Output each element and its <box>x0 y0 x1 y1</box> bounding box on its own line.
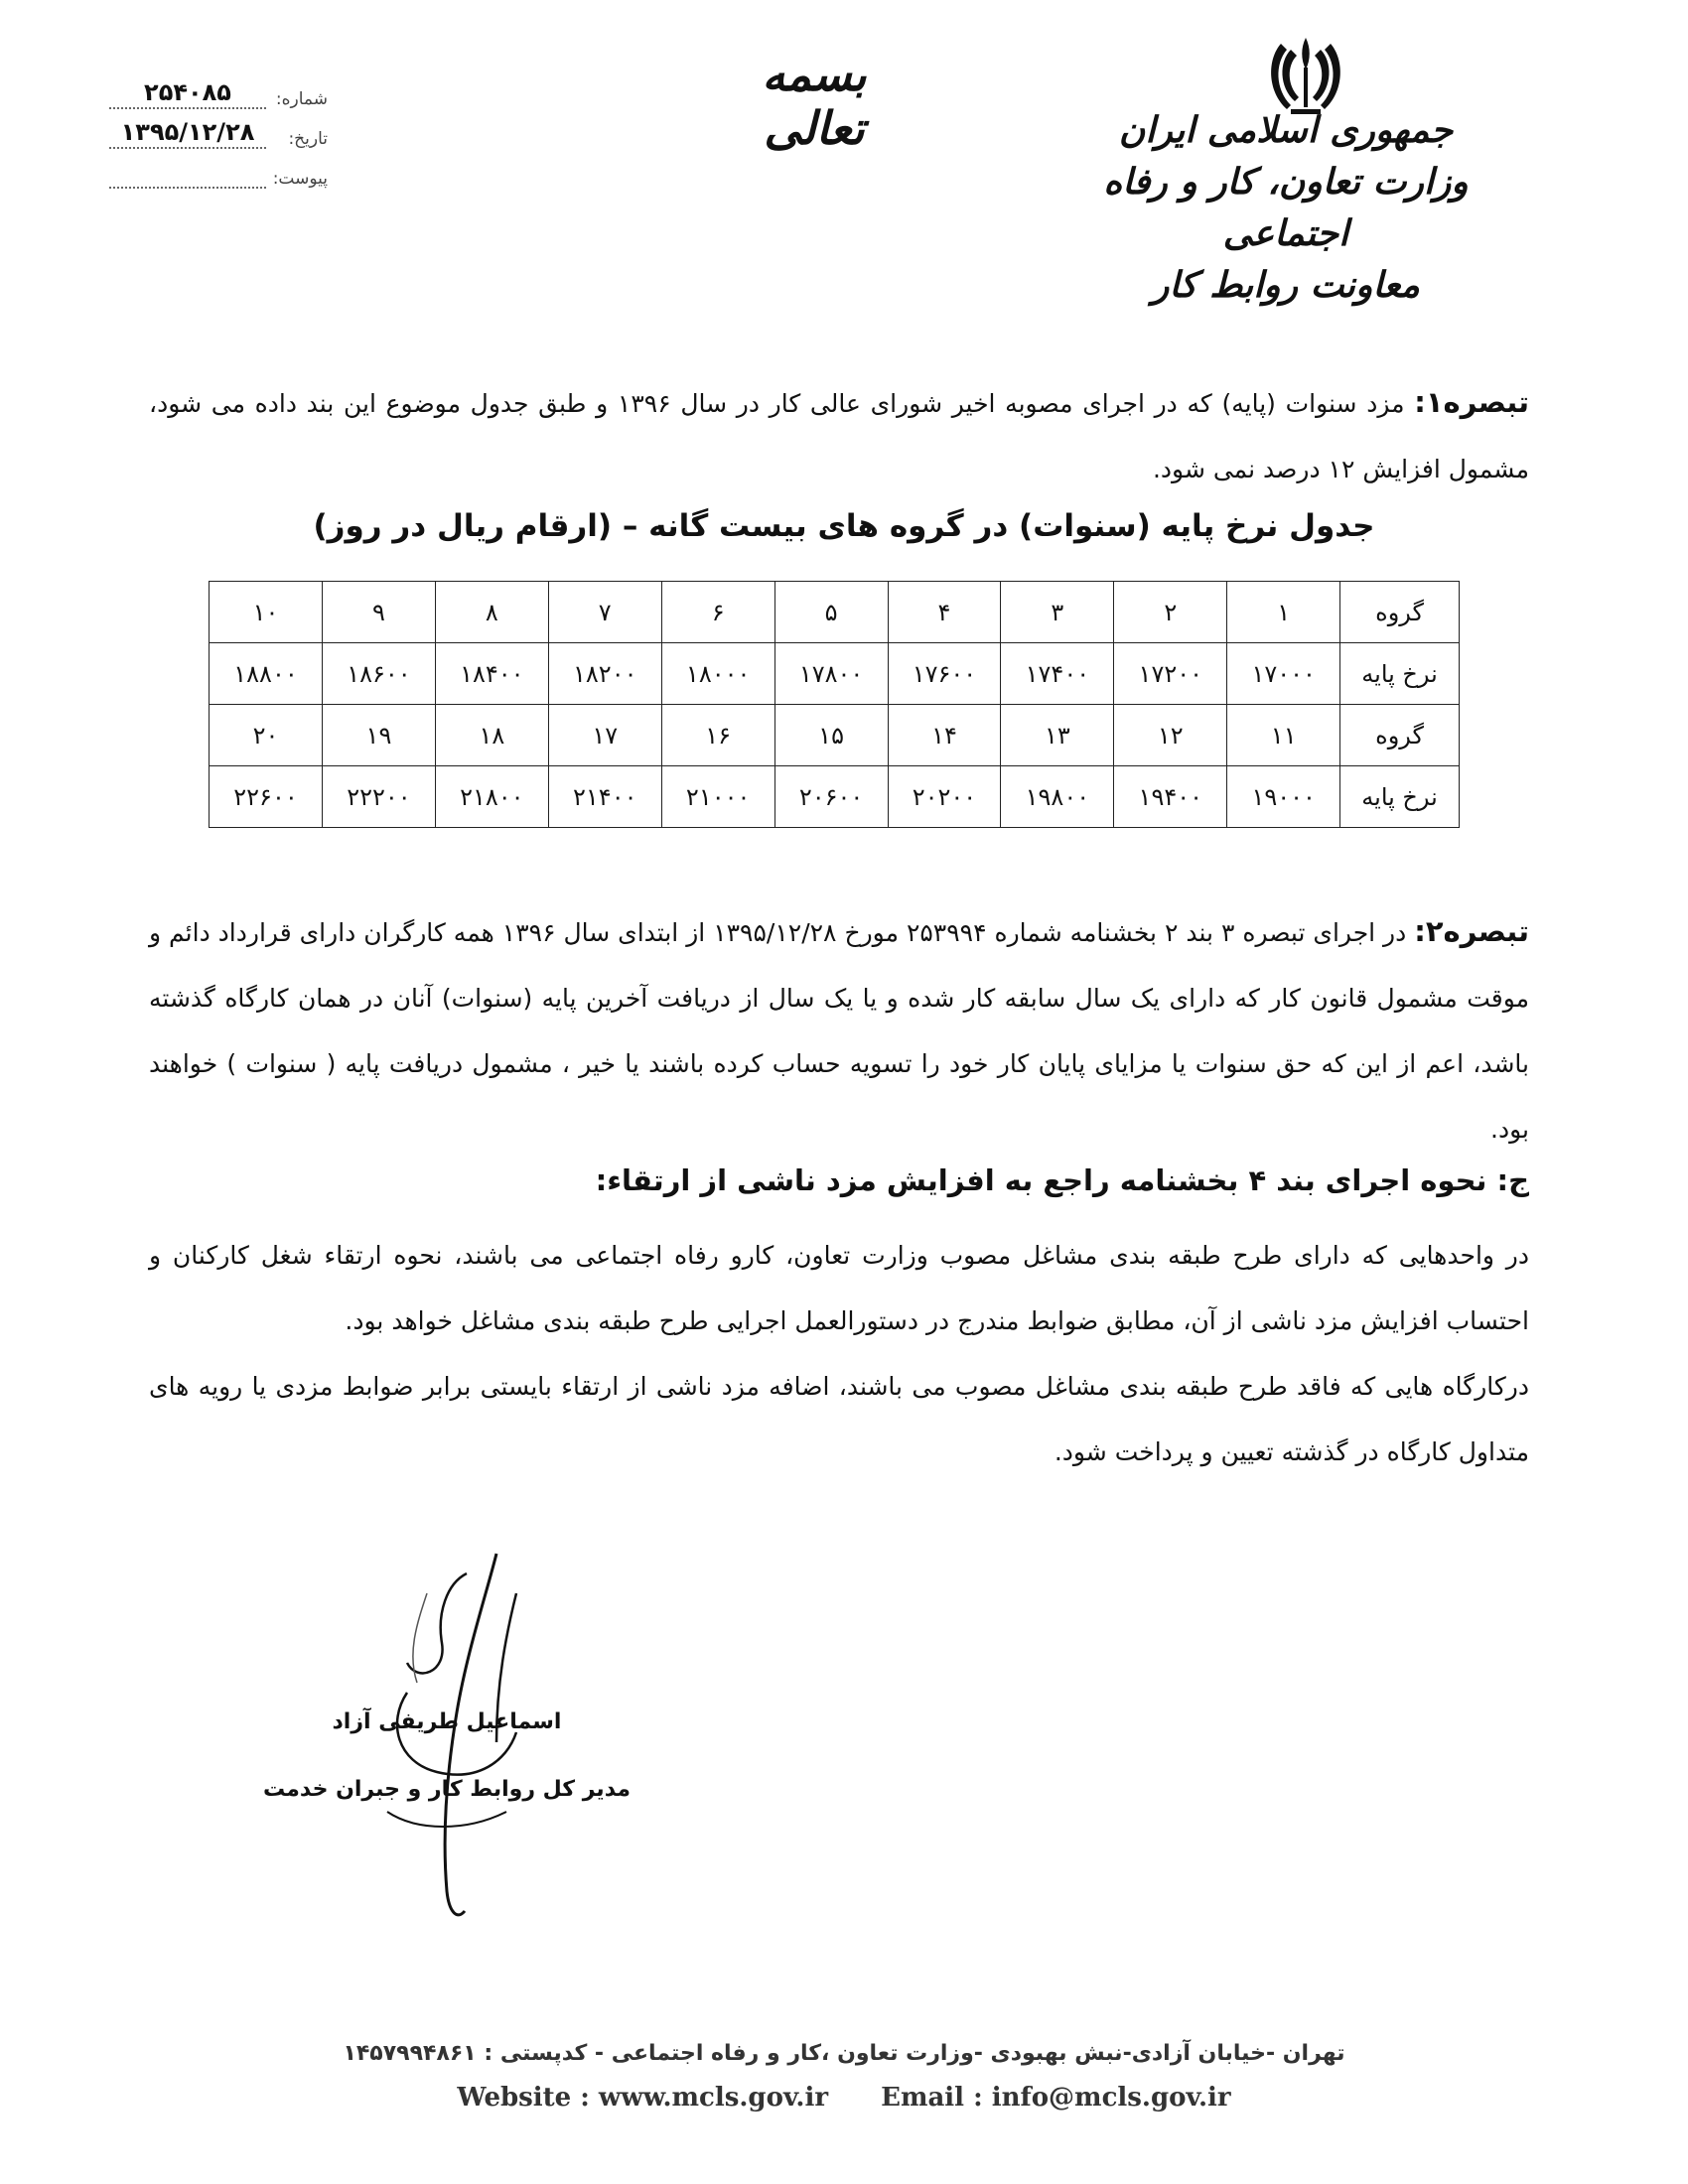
rate-cell: ۱۹۴۰۰ <box>1114 766 1227 828</box>
group-cell: ۲۰ <box>210 705 323 766</box>
note-2-text: در اجرای تبصره ۳ بند ۲ بخشنامه شماره ۲۵۳۹۹۴ مورخ ۱۳۹۵/۱۲/۲۸ از ابتدای سال ۱۳۹۶ همه کارگران دارای قرارداد دائم و موقت مشمول قانون کار که دارای یک سال سابقه کار شده و یا یک سال از دریافت آخرین پایه (سنوات) آنان در همان کارگاه گذشته باشد، اعم از این که حق سنوات یا مزایای پایان کار خود را تسویه حساب کرده باشند یا خیر ، مشمول دریافت پایه ( سنوات ) خواهند بود. <box>149 918 1529 1144</box>
rate-cell: ۱۸۰۰۰ <box>661 643 774 705</box>
ministry-line-ministry: وزارت تعاون، کار و رفاه اجتماعی <box>1103 161 1469 254</box>
rate-cell: ۲۰۲۰۰ <box>888 766 1001 828</box>
table-row-rates <box>210 643 1460 705</box>
group-cell: ۳ <box>1001 582 1114 643</box>
row-header-rate: نرخ پایه <box>1340 643 1460 705</box>
table-row-rates <box>210 766 1460 828</box>
signer-name: اسماعیل طریفی آزاد <box>332 1709 562 1734</box>
ministry-line-country: جمهوری اسلامی ایران <box>1118 109 1454 151</box>
row-header-rate: نرخ پایه <box>1340 766 1460 828</box>
group-cell: ۸ <box>435 582 548 643</box>
group-cell: ۶ <box>661 582 774 643</box>
group-cell: ۱ <box>1227 582 1340 643</box>
footer-website-link[interactable]: Website : www.mcls.gov.ir <box>457 2083 829 2113</box>
meta-date-value: ۱۳۹۵/۱۲/۲۸ <box>109 117 266 149</box>
table-title: جدول نرخ پایه (سنوات) در گروه های بیست گانه – (ارقام ریال در روز) <box>313 508 1375 544</box>
table-row-groups <box>210 582 1460 643</box>
signer-title: مدیر کل روابط کار و جبران خدمت <box>262 1777 632 1802</box>
group-cell: ۵ <box>774 582 888 643</box>
rate-cell: ۱۸۶۰۰ <box>322 643 435 705</box>
group-cell: ۱۹ <box>322 705 435 766</box>
row-header-group: گروه <box>1340 582 1460 643</box>
note-2-label: تبصره۲: <box>1414 914 1530 948</box>
footer-email-link[interactable]: Email : info@mcls.gov.ir <box>881 2083 1231 2113</box>
group-cell: ۹ <box>322 582 435 643</box>
rate-cell: ۱۷۸۰۰ <box>774 643 888 705</box>
meta-number-row <box>109 69 328 109</box>
rate-cell: ۱۷۲۰۰ <box>1114 643 1227 705</box>
meta-attachment-label: پیوست: <box>272 169 328 189</box>
note-2 <box>149 898 1529 1162</box>
meta-date-row <box>109 109 328 149</box>
footer-contact <box>0 2083 1688 2113</box>
rate-cell: ۱۸۴۰۰ <box>435 643 548 705</box>
rate-cell: ۲۲۲۰۰ <box>322 766 435 828</box>
section-c-heading: ج: نحوه اجرای بند ۴ بخشنامه راجع به افزایش مزد ناشی از ارتقاء: <box>595 1163 1529 1197</box>
letter-meta <box>109 69 328 189</box>
meta-number-label: شماره: <box>275 89 328 109</box>
rate-cell: ۲۱۴۰۰ <box>548 766 661 828</box>
group-cell: ۲ <box>1114 582 1227 643</box>
section-c-body <box>149 1223 1529 1485</box>
group-cell: ۷ <box>548 582 661 643</box>
footer-address: تهران -خیابان آزادی-نبش بهبودی -وزارت تعاون ،کار و رفاه اجتماعی - کدپستی : ۱۴۵۷۹۹۴۸۶۱ <box>343 2041 1345 2066</box>
row-header-group: گروه <box>1340 705 1460 766</box>
note-1 <box>149 369 1529 502</box>
rate-cell: ۲۰۶۰۰ <box>774 766 888 828</box>
meta-attachment-value <box>109 159 266 189</box>
invocation: بسمه تعالی <box>762 48 867 155</box>
rate-cell: ۲۱۰۰۰ <box>661 766 774 828</box>
rate-cell: ۱۹۰۰۰ <box>1227 766 1340 828</box>
group-cell: ۱۵ <box>774 705 888 766</box>
meta-date-label: تاریخ: <box>288 129 328 149</box>
rate-cell: ۱۸۲۰۰ <box>548 643 661 705</box>
rate-cell: ۱۹۸۰۰ <box>1001 766 1114 828</box>
group-cell: ۱۲ <box>1114 705 1227 766</box>
section-c-paragraph-2: درکارگاه هایی که فاقد طرح طبقه بندی مشاغل مصوب می باشند، اضافه مزد ناشی از ارتقاء بایستی برابر ضوابط مزدی یا رویه های متداول کارگاه در گذشته تعیین و پرداخت شود. <box>149 1372 1529 1466</box>
group-cell: ۴ <box>888 582 1001 643</box>
meta-attachment-row <box>109 149 328 189</box>
group-cell: ۱۰ <box>210 582 323 643</box>
group-cell: ۱۳ <box>1001 705 1114 766</box>
rate-cell: ۱۷۴۰۰ <box>1001 643 1114 705</box>
group-cell: ۱۴ <box>888 705 1001 766</box>
rate-cell: ۱۸۸۰۰ <box>210 643 323 705</box>
rate-cell: ۲۲۶۰۰ <box>210 766 323 828</box>
section-c-paragraph-1: در واحدهایی که دارای طرح طبقه بندی مشاغل مصوب وزارت تعاون، کارو رفاه اجتماعی می باشند، نحوه ارتقاء شغل کارکنان و احتساب افزایش مزد ناشی از آن، مطابق ضوابط مندرج در دستورالعمل اجرایی طرح طبقه بندی مشاغل خواهد بود. <box>149 1241 1529 1335</box>
rate-cell: ۲۱۸۰۰ <box>435 766 548 828</box>
meta-number-value: ۲۵۴۰۸۵ <box>109 77 266 109</box>
group-cell: ۱۶ <box>661 705 774 766</box>
table-row-groups <box>210 705 1460 766</box>
ministry-line-deputy: معاونت روابط کار <box>1152 264 1420 306</box>
ministry-letterhead <box>1077 104 1494 311</box>
group-cell: ۱۷ <box>548 705 661 766</box>
group-cell: ۱۸ <box>435 705 548 766</box>
group-cell: ۱۱ <box>1227 705 1340 766</box>
rate-cell: ۱۷۶۰۰ <box>888 643 1001 705</box>
rate-cell: ۱۷۰۰۰ <box>1227 643 1340 705</box>
note-1-label: تبصره۱: <box>1414 385 1530 419</box>
note-1-text: مزد سنوات (پایه) که در اجرای مصوبه اخیر شورای عالی کار در سال ۱۳۹۶ و طبق جدول موضوع این بند داده می شود، مشمول افزایش ۱۲ درصد نمی شود. <box>149 389 1529 483</box>
base-rate-table <box>209 581 1460 828</box>
